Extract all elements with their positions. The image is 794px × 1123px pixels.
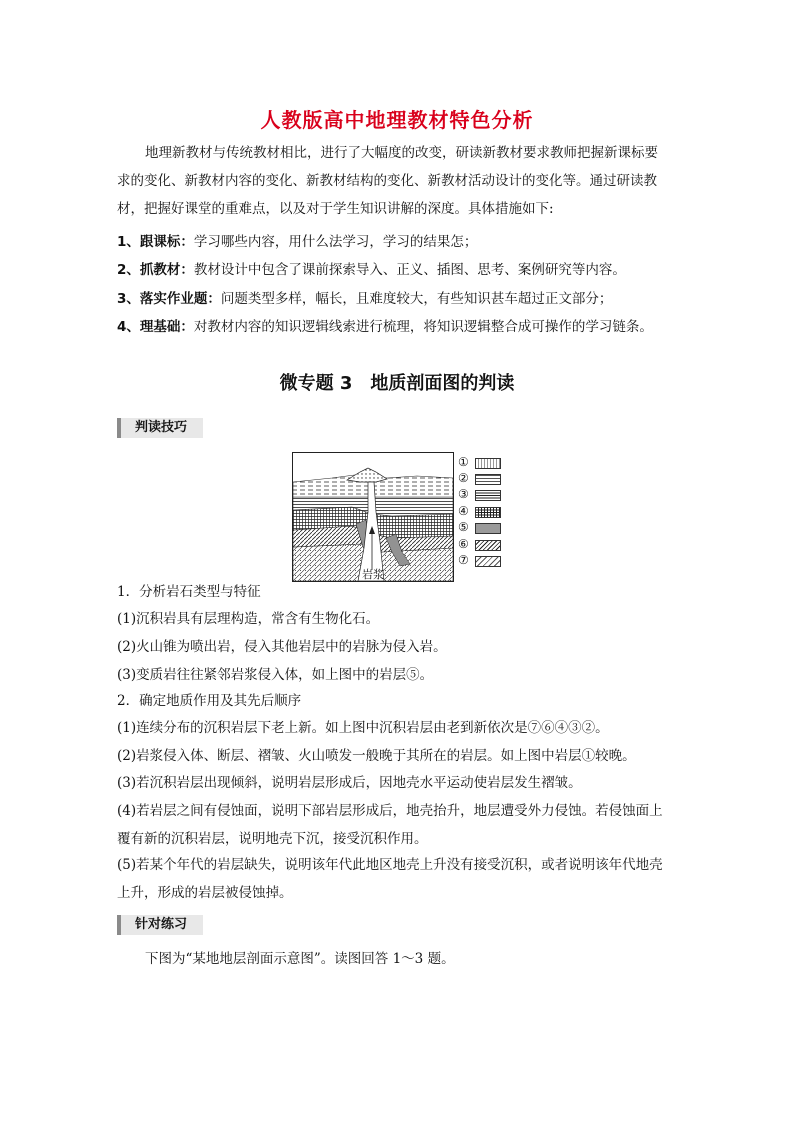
legend-number: ④ <box>458 504 469 518</box>
legend-swatch <box>475 474 501 485</box>
measure-label: 3、落实作业题： <box>117 291 221 307</box>
legend-swatch <box>475 556 501 567</box>
measure-text: 问题类型多样，幅长，且难度较大，有些知识甚车超过正文部分； <box>220 291 613 307</box>
legend-swatch <box>475 523 501 534</box>
legend-number: ③ <box>458 487 469 501</box>
paragraph-8-line-2: 上升，形成的岩层被侵蚀掉。 <box>117 885 293 901</box>
measure-label: 4、理基础： <box>117 319 194 335</box>
magma-label: 岩浆 <box>362 568 384 581</box>
measure-text: 对教材内容的知识逻辑线索进行梳理，将知识逻辑整合成可操作的学习链条。 <box>193 319 653 335</box>
paragraph-4: (1)连续分布的沉积岩层下老上新。如上图中沉积岩层由老到新依次是⑦⑥④③②。 <box>117 720 609 736</box>
paragraph-7-line-2: 覆有新的沉积岩层，说明地壳下沉，接受沉积作用。 <box>117 831 428 847</box>
paragraph-8-line-1: (5)若某个年代的岩层缺失，说明该年代此地区地壳上升没有接受沉积，或者说明该年代地壳 <box>117 857 663 873</box>
legend-swatch <box>475 540 501 551</box>
measure-text: 学习哪些内容，用什么法学习，学习的结果怎； <box>193 234 478 250</box>
measure-item-3 <box>117 288 683 310</box>
heading-rock-types: 1．分析岩石类型与特征 <box>117 584 261 600</box>
legend-number: ⑥ <box>458 537 469 551</box>
legend-number: ② <box>458 471 469 485</box>
legend-number: ⑦ <box>458 553 469 567</box>
legend-number: ① <box>458 455 469 469</box>
intro-line-3: 材，把握好课堂的重难点，以及对于学生知识讲解的深度。具体措施如下: <box>117 201 554 217</box>
section-tag-skills: 判读技巧 <box>117 418 203 438</box>
paragraph-7-line-1: (4)若岩层之间有侵蚀面，说明下部岩层形成后，地壳抬升，地层遭受外力侵蚀。若侵蚀面上 <box>117 803 663 819</box>
measure-label: 1、跟课标： <box>117 234 194 250</box>
measure-text: 教材设计中包含了课前探索导入、正义、插图、思考、案例研究等内容。 <box>193 262 626 278</box>
heading-geologic-process: 2．确定地质作用及其先后顺序 <box>117 693 302 709</box>
legend-swatch <box>475 490 501 501</box>
measure-item-1 <box>117 231 683 253</box>
paragraph-5: (2)岩浆侵入体、断层、褶皱、火山喷发一般晚于其所在的岩层。如上图中岩层①较晚。 <box>117 748 636 764</box>
measure-label: 2、抓教材： <box>117 262 194 278</box>
paragraph-6: (3)若沉积岩层出现倾斜，说明岩层形成后，因地壳水平运动使岩层发生褶皱。 <box>117 775 582 791</box>
measure-item-2 <box>117 259 683 281</box>
intro-line-2: 求的变化、新教材内容的变化、新教材结构的变化、新教材活动设计的变化等。通过研读教 <box>117 173 657 189</box>
section-tag-practice: 针对练习 <box>117 915 203 935</box>
measure-item-4 <box>117 316 683 338</box>
practice-prompt: 下图为“某地地层剖面示意图”。读图回答 1～3 题。 <box>145 951 455 967</box>
intro-line-1: 地理新教材与传统教材相比，进行了大幅度的改变，研读新教材要求教师把握新课标要 <box>145 145 658 161</box>
paragraph-3: (3)变质岩往往紧邻岩浆侵入体，如上图中的岩层⑤。 <box>117 667 434 683</box>
legend-swatch <box>475 458 501 469</box>
legend-number: ⑤ <box>458 520 469 534</box>
topic-title: 微专题 3 地质剖面图的判读 <box>279 373 515 394</box>
legend-swatch <box>475 507 501 518</box>
page-title: 人教版高中地理教材特色分析 <box>260 108 534 132</box>
paragraph-2: (2)火山锥为喷出岩，侵入其他岩层中的岩脉为侵入岩。 <box>117 639 447 655</box>
paragraph-1: (1)沉积岩具有层理构造，常含有生物化石。 <box>117 611 380 627</box>
